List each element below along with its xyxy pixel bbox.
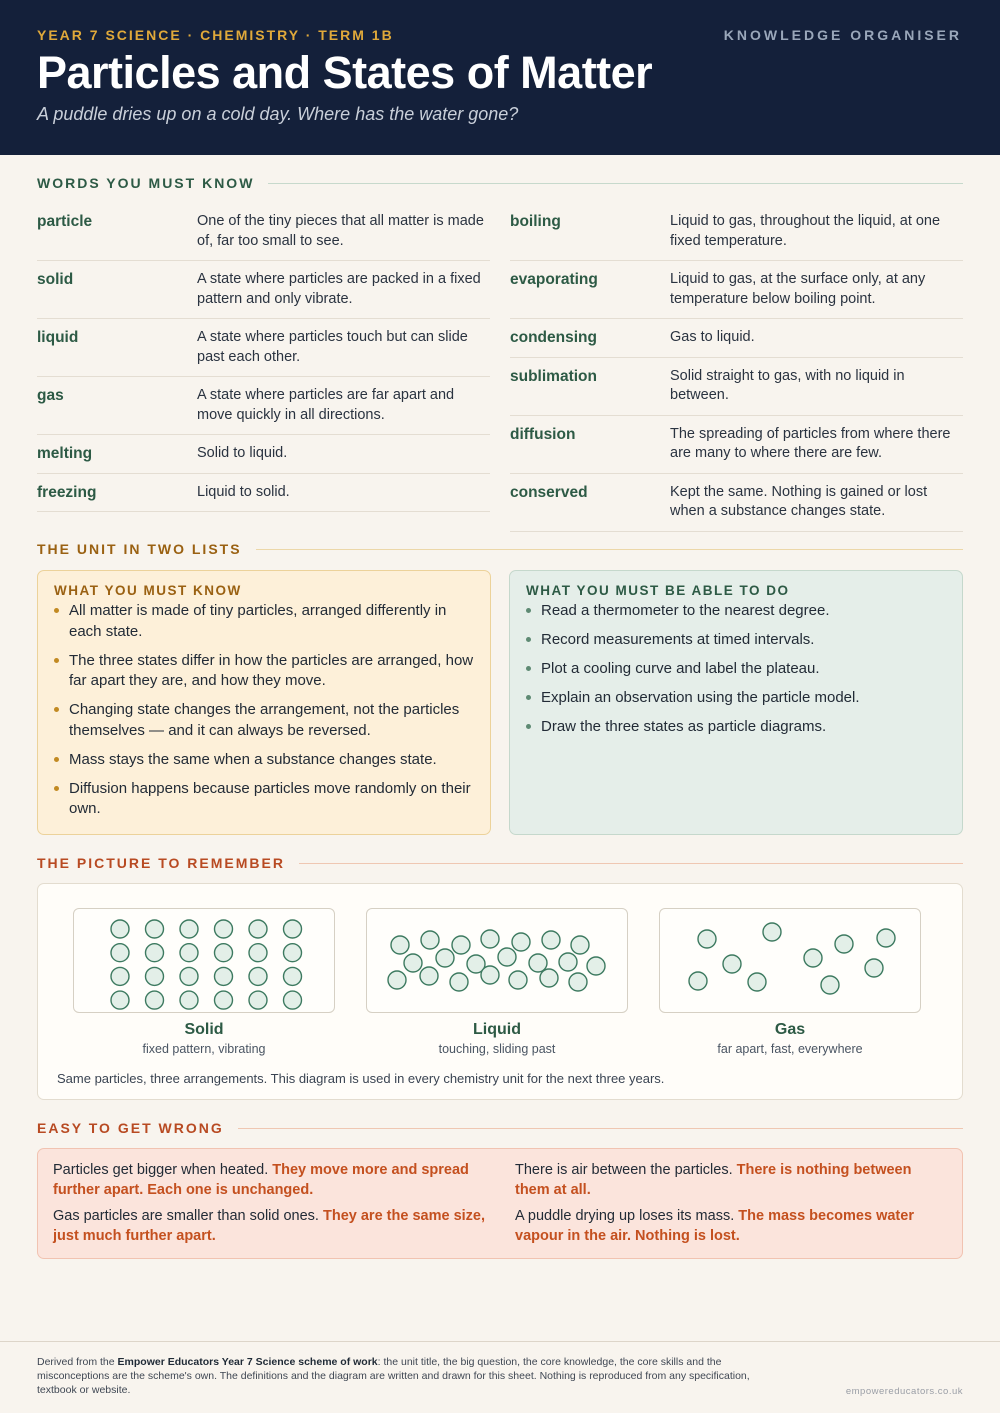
misconception-claim: Gas particles are smaller than solid ones. <box>53 1208 319 1224</box>
liquid-particle <box>569 973 587 991</box>
solid-particle <box>146 920 164 938</box>
glossary-term: boiling <box>510 213 561 230</box>
solid-particle <box>284 967 302 985</box>
misconception <box>53 1161 485 1200</box>
list-item: Explain an observation using the particle model. <box>526 688 946 709</box>
glossary-row <box>510 203 963 261</box>
gas-particle <box>835 935 853 953</box>
liquid-particle <box>420 967 438 985</box>
glossary-definition: Solid to liquid. <box>197 445 288 461</box>
solid-particle <box>215 991 233 1009</box>
gas-diagram <box>659 908 921 1013</box>
header <box>0 0 1000 155</box>
glossary-row <box>37 261 490 319</box>
glossary-definition: Liquid to solid. <box>197 483 290 500</box>
list-item: Mass stays the same when a substance changes state. <box>54 750 474 771</box>
solid-particle <box>180 944 198 962</box>
liquid-particle <box>587 957 605 975</box>
gas-particle <box>821 976 839 994</box>
glossary <box>37 203 963 532</box>
gas-description: far apart, fast, everywhere <box>717 1042 863 1056</box>
liquid-particle <box>450 973 468 991</box>
solid-particle <box>215 944 233 962</box>
must-know-title: WHAT YOU MUST KNOW <box>54 583 242 598</box>
glossary-definition: Kept the same. Nothing is gained or lost when a substance changes state. <box>670 483 928 519</box>
liquid-particle <box>509 971 527 989</box>
list-item: Diffusion happens because particles move randomly on their own. <box>54 779 474 820</box>
glossary-term: conserved <box>510 483 588 501</box>
solid-diagram <box>73 908 335 1013</box>
gas-particle <box>877 929 895 947</box>
glossary-row <box>510 358 963 416</box>
gas-particle <box>698 930 716 948</box>
glossary-definition: Liquid to gas, at the surface only, at any temperature below boiling point. <box>670 271 926 307</box>
must-do-title: WHAT YOU MUST BE ABLE TO DO <box>526 583 790 598</box>
glossary-term: evaporating <box>510 271 598 288</box>
liquid-particle <box>481 966 499 984</box>
solid-particle <box>284 920 302 938</box>
glossary-right-column <box>510 203 963 532</box>
misconception-claim: A puddle drying up loses its mass. <box>515 1208 735 1224</box>
gas-particle <box>865 959 883 977</box>
misconception-correction: There is nothing between them at all. <box>515 1162 912 1198</box>
section-words-heading: WORDS YOU MUST KNOW <box>37 175 963 191</box>
glossary-definition: A state where particles touch but can slide past each other. <box>197 329 468 365</box>
liquid-particle <box>571 936 589 954</box>
glossary-definition: The spreading of particles from where there are many to where there are few. <box>670 425 951 461</box>
must-know-box <box>37 570 491 835</box>
liquid-particles <box>367 909 629 1014</box>
glossary-row <box>510 261 963 319</box>
glossary-definition: A state where particles are packed in a fixed pattern and only vibrate. <box>197 271 481 307</box>
solid-particle <box>249 991 267 1009</box>
glossary-term: sublimation <box>510 367 597 385</box>
glossary-left-column <box>37 203 490 532</box>
liquid-particle <box>559 953 577 971</box>
misconception-correction: They move more and spread further apart. Each one is unchanged. <box>53 1162 469 1198</box>
glossary-row <box>37 319 490 377</box>
liquid-particle <box>481 930 499 948</box>
footer-divider <box>0 1341 1000 1342</box>
list-item: Changing state changes the arrangement, not the particles themselves — and it can always be reversed. <box>54 700 474 741</box>
footer-note: Derived from the Empower Educators Year 7 Science scheme of work: the unit title, the big question, the core knowledge, the core skills and the misconceptions are the scheme's own. The definitions and the diagram are written and drawn for this sheet. Nothing is reproduced from any specification, textbook or website. <box>37 1356 750 1396</box>
liquid-particle <box>540 969 558 987</box>
glossary-term: melting <box>37 445 93 462</box>
glossary-definition: Gas to liquid. <box>670 329 755 345</box>
liquid-particle <box>452 936 470 954</box>
glossary-term: freezing <box>37 483 97 501</box>
misconception-claim: There is air between the particles. <box>515 1162 733 1178</box>
liquid-particle <box>542 931 560 949</box>
solid-particle <box>111 944 129 962</box>
glossary-term: gas <box>37 387 64 404</box>
glossary-term: diffusion <box>510 425 576 443</box>
solid-particle <box>146 944 164 962</box>
misconceptions-left <box>53 1161 485 1246</box>
glossary-term: solid <box>37 271 74 288</box>
misconception-claim: Particles get bigger when heated. <box>53 1162 269 1178</box>
must-do-box <box>509 570 963 835</box>
glossary-row <box>510 416 963 474</box>
solid-label: Solid <box>184 1021 224 1038</box>
big-question: A puddle dries up on a cold day. Where has the water gone? <box>37 104 519 125</box>
solid-particle <box>284 991 302 1009</box>
misconceptions-box <box>37 1148 963 1259</box>
gas-particle <box>689 972 707 990</box>
list-item: The three states differ in how the particles are arranged, how far apart they are, and how they move. <box>54 651 474 692</box>
liquid-particle <box>498 948 516 966</box>
solid-description: fixed pattern, vibrating <box>142 1042 266 1056</box>
liquid-particle <box>388 971 406 989</box>
glossary-row <box>37 474 490 513</box>
liquid-particle <box>512 933 530 951</box>
glossary-term: condensing <box>510 329 597 346</box>
liquid-particle <box>391 936 409 954</box>
must-know-list <box>54 601 474 820</box>
section-picture-heading: THE PICTURE TO REMEMBER <box>37 855 963 871</box>
misconception <box>53 1207 485 1246</box>
solid-particle <box>146 967 164 985</box>
glossary-term: liquid <box>37 329 79 346</box>
misconception <box>515 1207 947 1246</box>
solid-particle <box>111 920 129 938</box>
solid-particle <box>111 991 129 1009</box>
section-lists-heading: THE UNIT IN TWO LISTS <box>37 541 963 557</box>
glossary-row <box>37 377 490 435</box>
glossary-row <box>37 203 490 261</box>
list-item: Record measurements at timed intervals. <box>526 630 946 651</box>
liquid-label: Liquid <box>473 1021 521 1038</box>
solid-particle <box>215 967 233 985</box>
gas-particle <box>723 955 741 973</box>
liquid-particle <box>404 954 422 972</box>
solid-particle <box>180 991 198 1009</box>
solid-particle <box>111 967 129 985</box>
list-item: Draw the three states as particle diagrams. <box>526 717 946 738</box>
gas-particle <box>763 923 781 941</box>
gas-particle <box>748 973 766 991</box>
glossary-definition: Solid straight to gas, with no liquid in between. <box>670 367 905 403</box>
misconception <box>515 1161 947 1200</box>
diagram-caption: Same particles, three arrangements. This diagram is used in every chemistry unit for the next three years. <box>57 1071 665 1086</box>
solid-particle <box>180 967 198 985</box>
solid-particle <box>180 920 198 938</box>
liquid-particle <box>436 949 454 967</box>
liquid-description: touching, sliding past <box>438 1042 556 1056</box>
glossary-definition: Liquid to gas, throughout the liquid, at one fixed temperature. <box>670 213 941 249</box>
gas-particle <box>804 949 822 967</box>
glossary-row <box>510 319 963 358</box>
glossary-term: particle <box>37 213 93 230</box>
footer-source: Empower Educators Year 7 Science scheme of work <box>117 1356 378 1368</box>
liquid-diagram <box>366 908 628 1013</box>
solid-particle <box>249 920 267 938</box>
misconceptions-right <box>515 1161 947 1246</box>
solid-particles <box>74 909 336 1014</box>
misconception-correction: The mass becomes water vapour in the air. Nothing is lost. <box>515 1208 914 1244</box>
glossary-row <box>37 435 490 474</box>
solid-particle <box>249 967 267 985</box>
misconception-correction: They are the same size, just much further apart. <box>53 1208 485 1244</box>
course-kicker: YEAR 7 SCIENCE · CHEMISTRY · TERM 1B <box>37 27 394 43</box>
glossary-definition: A state where particles are far apart and move quickly in all directions. <box>197 387 455 423</box>
particle-diagram-panel <box>37 883 963 1100</box>
section-wrong-heading: EASY TO GET WRONG <box>37 1120 963 1136</box>
glossary-row <box>510 474 963 532</box>
glossary-definition: One of the tiny pieces that all matter is made of, far too small to see. <box>197 213 484 249</box>
footer-website: empowereducators.co.uk <box>845 1386 963 1397</box>
organiser-badge: KNOWLEDGE ORGANISER <box>723 27 962 43</box>
list-item: Read a thermometer to the nearest degree. <box>526 601 946 622</box>
gas-particles <box>660 909 922 1014</box>
solid-particle <box>284 944 302 962</box>
list-item: Plot a cooling curve and label the plateau. <box>526 659 946 680</box>
page-title: Particles and States of Matter <box>37 47 653 98</box>
list-item: All matter is made of tiny particles, arranged differently in each state. <box>54 601 474 642</box>
solid-particle <box>215 920 233 938</box>
must-do-list <box>526 601 946 738</box>
solid-particle <box>146 991 164 1009</box>
liquid-particle <box>529 954 547 972</box>
liquid-particle <box>421 931 439 949</box>
gas-label: Gas <box>774 1021 806 1038</box>
solid-particle <box>249 944 267 962</box>
